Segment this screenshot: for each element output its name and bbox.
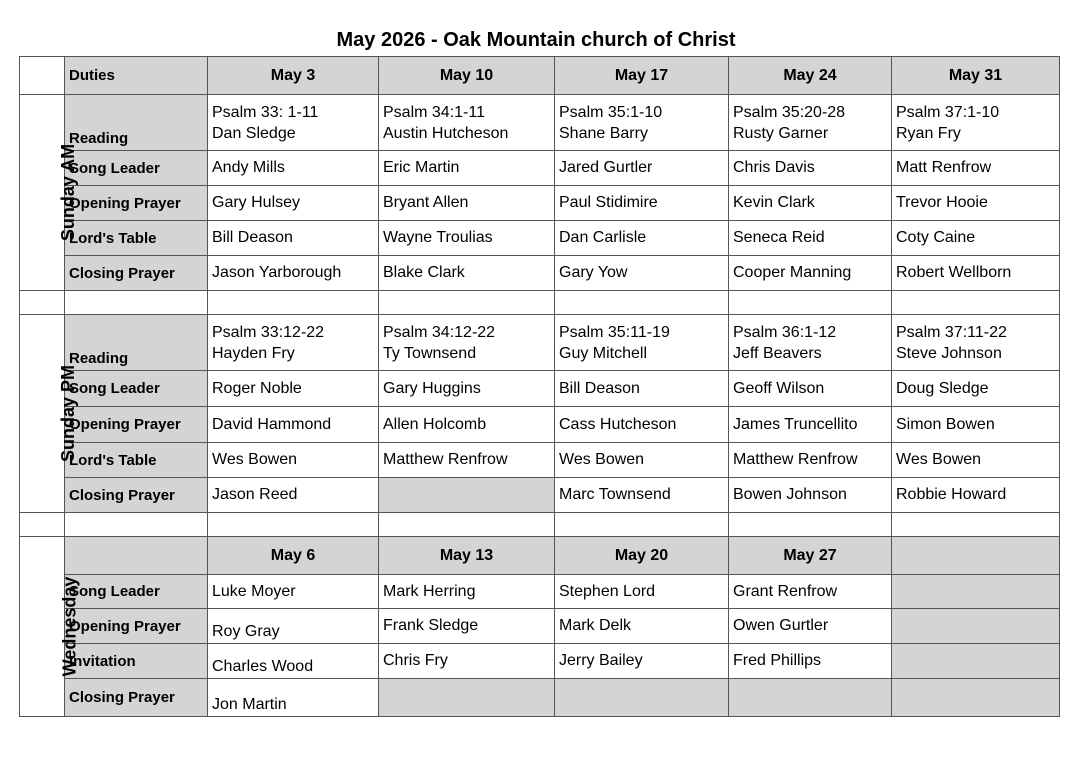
table-row — [20, 575, 1060, 609]
assignment-cell: Stephen Lord — [555, 575, 729, 609]
assignment-cell: Bowen Johnson — [729, 478, 892, 513]
reading-cell: Psalm 33: 1-11 Dan Sledge — [208, 95, 379, 151]
assignment-cell: Owen Gurtler — [729, 609, 892, 644]
section-label-sunday-am: Sunday AM — [20, 95, 65, 291]
table-row — [20, 679, 1060, 717]
assignment-cell: Robert Wellborn — [892, 256, 1060, 291]
spacer-row — [20, 291, 1060, 315]
assignment-cell: Blake Clark — [379, 256, 555, 291]
corner-cell — [20, 57, 65, 95]
assignment-cell: Bill Deason — [208, 221, 379, 256]
duties-header: Duties — [65, 57, 208, 95]
empty-cell — [892, 537, 1060, 575]
assignment-cell: Simon Bowen — [892, 407, 1060, 443]
empty-cell — [379, 679, 555, 717]
date-header: May 13 — [379, 537, 555, 575]
reading-cell: Psalm 37:1-10 Ryan Fry — [892, 95, 1060, 151]
table-row — [20, 407, 1060, 443]
duty-label: Reading — [65, 95, 208, 151]
assignment-cell: Frank Sledge — [379, 609, 555, 644]
table-row — [20, 151, 1060, 186]
reading-cell: Psalm 35:11-19 Guy Mitchell — [555, 315, 729, 371]
assignment-cell: Roger Noble — [208, 371, 379, 407]
assignment-cell: Cooper Manning — [729, 256, 892, 291]
assignment-cell: Wes Bowen — [892, 443, 1060, 478]
reading-cell: Psalm 36:1-12 Jeff Beavers — [729, 315, 892, 371]
assignment-cell: David Hammond — [208, 407, 379, 443]
table-row — [20, 315, 1060, 371]
section-label-wednesday: Wednesday — [20, 537, 65, 717]
assignment-cell: Doug Sledge — [892, 371, 1060, 407]
reading-cell: Psalm 35:1-10 Shane Barry — [555, 95, 729, 151]
date-header: May 17 — [555, 57, 729, 95]
assignment-cell: Matt Renfrow — [892, 151, 1060, 186]
empty-cell — [892, 575, 1060, 609]
duty-label: Invitation — [65, 644, 208, 679]
assignment-cell: Wes Bowen — [555, 443, 729, 478]
assignment-cell: Matthew Renfrow — [379, 443, 555, 478]
assignment-cell: Kevin Clark — [729, 186, 892, 221]
assignment-cell: Fred Phillips — [729, 644, 892, 679]
reading-cell: Psalm 34:1-11 Austin Hutcheson — [379, 95, 555, 151]
table-row — [20, 371, 1060, 407]
assignment-cell: Bill Deason — [555, 371, 729, 407]
assignment-cell: Robbie Howard — [892, 478, 1060, 513]
table-row — [20, 478, 1060, 513]
assignment-cell: Luke Moyer — [208, 575, 379, 609]
assignment-cell: Grant Renfrow — [729, 575, 892, 609]
table-row — [20, 443, 1060, 478]
empty-cell — [379, 478, 555, 513]
duty-label: Opening Prayer — [65, 407, 208, 443]
duty-label: Closing Prayer — [65, 256, 208, 291]
assignment-cell: Gary Yow — [555, 256, 729, 291]
reading-cell: Psalm 35:20-28 Rusty Garner — [729, 95, 892, 151]
assignment-cell: Jon Martin — [208, 679, 379, 717]
assignment-cell: Eric Martin — [379, 151, 555, 186]
date-header: May 10 — [379, 57, 555, 95]
table-row — [20, 186, 1060, 221]
duty-label: Closing Prayer — [65, 478, 208, 513]
assignment-cell: Paul Stidimire — [555, 186, 729, 221]
header-row — [20, 57, 1060, 95]
empty-cell — [892, 644, 1060, 679]
assignment-cell: Jerry Bailey — [555, 644, 729, 679]
assignment-cell: Jason Reed — [208, 478, 379, 513]
table-row — [20, 95, 1060, 151]
assignment-cell: James Truncellito — [729, 407, 892, 443]
schedule-table — [19, 56, 1060, 717]
assignment-cell: Allen Holcomb — [379, 407, 555, 443]
assignment-cell: Chris Davis — [729, 151, 892, 186]
assignment-cell: Wayne Troulias — [379, 221, 555, 256]
date-header: May 24 — [729, 57, 892, 95]
assignment-cell: Coty Caine — [892, 221, 1060, 256]
table-row — [20, 221, 1060, 256]
reading-cell: Psalm 33:12-22 Hayden Fry — [208, 315, 379, 371]
assignment-cell: Marc Townsend — [555, 478, 729, 513]
duty-label: Song Leader — [65, 575, 208, 609]
assignment-cell: Geoff Wilson — [729, 371, 892, 407]
spacer-row — [20, 513, 1060, 537]
section-label-sunday-pm: Sunday PM — [20, 315, 65, 513]
table-row — [20, 256, 1060, 291]
assignment-cell: Mark Delk — [555, 609, 729, 644]
table-row — [20, 644, 1060, 679]
assignment-cell: Dan Carlisle — [555, 221, 729, 256]
assignment-cell: Jared Gurtler — [555, 151, 729, 186]
date-header: May 31 — [892, 57, 1060, 95]
empty-cell — [729, 679, 892, 717]
assignment-cell: Bryant Allen — [379, 186, 555, 221]
duty-label: Closing Prayer — [65, 679, 208, 717]
assignment-cell: Roy Gray — [208, 609, 379, 644]
duty-label: Song Leader — [65, 371, 208, 407]
reading-cell: Psalm 37:11-22 Steve Johnson — [892, 315, 1060, 371]
assignment-cell: Cass Hutcheson — [555, 407, 729, 443]
wednesday-header-row — [20, 537, 1060, 575]
duty-label: Lord's Table — [65, 221, 208, 256]
duty-label: Song Leader — [65, 151, 208, 186]
duties-header — [65, 537, 208, 575]
duty-label: Opening Prayer — [65, 609, 208, 644]
date-header: May 3 — [208, 57, 379, 95]
assignment-cell: Andy Mills — [208, 151, 379, 186]
assignment-cell: Seneca Reid — [729, 221, 892, 256]
assignment-cell: Mark Herring — [379, 575, 555, 609]
table-row — [20, 609, 1060, 644]
date-header: May 20 — [555, 537, 729, 575]
assignment-cell: Jason Yarborough — [208, 256, 379, 291]
empty-cell — [892, 679, 1060, 717]
duty-label: Reading — [65, 315, 208, 371]
duty-label: Opening Prayer — [65, 186, 208, 221]
date-header: May 6 — [208, 537, 379, 575]
page-title: May 2026 - Oak Mountain church of Christ — [336, 29, 736, 51]
duty-label: Lord's Table — [65, 443, 208, 478]
assignment-cell: Trevor Hooie — [892, 186, 1060, 221]
empty-cell — [892, 609, 1060, 644]
assignment-cell: Wes Bowen — [208, 443, 379, 478]
assignment-cell: Matthew Renfrow — [729, 443, 892, 478]
assignment-cell: Chris Fry — [379, 644, 555, 679]
date-header: May 27 — [729, 537, 892, 575]
reading-cell: Psalm 34:12-22 Ty Townsend — [379, 315, 555, 371]
assignment-cell: Charles Wood — [208, 644, 379, 679]
assignment-cell: Gary Huggins — [379, 371, 555, 407]
empty-cell — [555, 679, 729, 717]
assignment-cell: Gary Hulsey — [208, 186, 379, 221]
